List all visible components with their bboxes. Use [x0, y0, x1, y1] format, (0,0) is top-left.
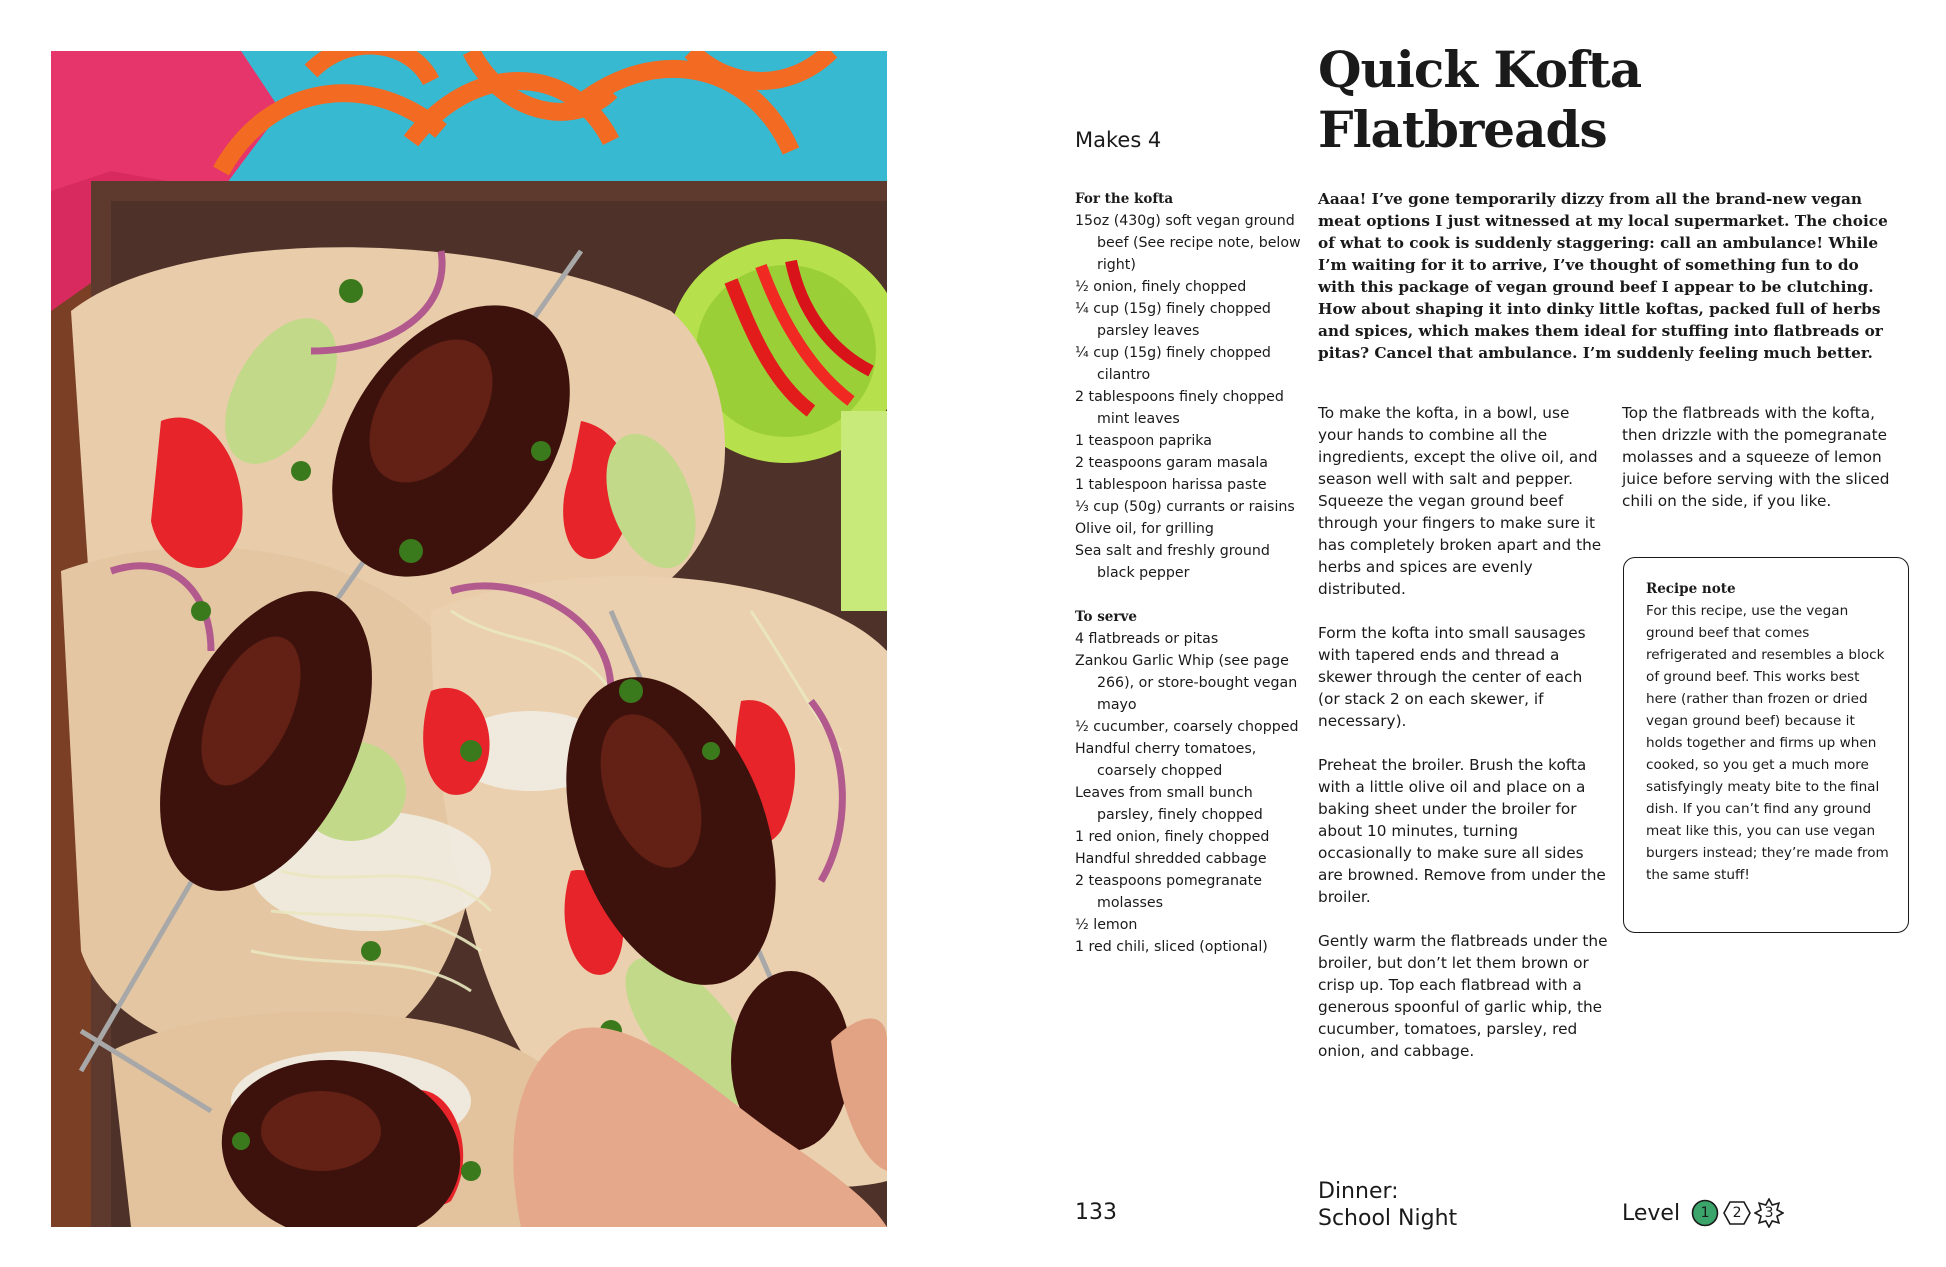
- level-1-circle-icon: [1690, 1198, 1720, 1228]
- difficulty-level: [1622, 1198, 1786, 1228]
- ingredient-item: ½ cucumber, coarsely chopped: [1075, 719, 1299, 735]
- category-line1: Dinner:: [1318, 1179, 1399, 1204]
- ingredient-item: 1 red chili, sliced (optional): [1075, 939, 1268, 955]
- ingredients-list: [1075, 188, 1310, 958]
- method-step: To make the kofta, in a bowl, use your hands to combine all the ingredients, except the olive oil, and season well with salt and pepper. Squeeze the vegan ground beef through your fingers to make sure it has completely broken apart and the herbs and spices are evenly distributed.: [1318, 404, 1602, 598]
- category-line2: School Night: [1318, 1206, 1458, 1231]
- ingredient-item: ½ lemon: [1075, 917, 1138, 933]
- recipe-title-line1: Quick Kofta: [1318, 40, 1642, 99]
- food-photo: [51, 51, 887, 1227]
- ingredient-item: 4 flatbreads or pitas: [1075, 631, 1219, 647]
- ingredient-item: Leaves from small bunch parsley, finely chopped: [1075, 785, 1263, 823]
- recipe-title-line2: Flatbreads: [1318, 100, 1607, 159]
- page-number: 133: [1075, 1200, 1117, 1225]
- ingredient-item: ½ onion, finely chopped: [1075, 279, 1247, 295]
- yield: Makes 4: [1075, 128, 1162, 152]
- ingredient-item: Zankou Garlic Whip (see page 266), or store-bought vegan mayo: [1075, 653, 1298, 713]
- ingredient-item: ¼ cup (15g) finely chopped parsley leaves: [1075, 301, 1271, 339]
- recipe-note-box: [1623, 557, 1909, 933]
- ingredients-heading: For the kofta: [1075, 191, 1174, 207]
- ingredients-kofta: [1075, 188, 1310, 584]
- recipe-title: [1318, 40, 1878, 160]
- ingredient-item: 15oz (430g) soft vegan ground beef (See recipe note, below right): [1075, 213, 1301, 273]
- ingredients-heading: To serve: [1075, 609, 1137, 625]
- level-label: Level: [1622, 1200, 1681, 1226]
- method-step: Preheat the broiler. Brush the kofta with a little olive oil and place on a baking sheet under the broiler for about 10 minutes, turning occasionally to make sure all sides are browned. Remove from under the broiler.: [1318, 756, 1606, 906]
- ingredient-item: 2 tablespoons finely chopped mint leaves: [1075, 389, 1284, 427]
- method-column-2: [1622, 402, 1904, 512]
- level-3-star-icon: [1754, 1198, 1784, 1228]
- ingredient-item: Handful shredded cabbage: [1075, 851, 1267, 867]
- recipe-intro: Aaaa! I’ve gone temporarily dizzy from all the brand-new vegan meat options I just witnessed at my local supermarket. The choice of what to cook is suddenly staggering: call an ambulance! While I’m waiting for it to arrive, I’ve thought of something fun to do with this package of vegan ground beef I appear to be clutching. How about shaping it into dinky little koftas, packed full of herbs and spices, which makes them ideal for stuffing into flatbreads or pitas? Cancel that ambulance. I’m suddenly feeling much better.: [1318, 190, 1888, 362]
- level-2-hexagon-icon: [1722, 1198, 1752, 1228]
- ingredient-item: 1 tablespoon harissa paste: [1075, 477, 1267, 493]
- method-step: Gently warm the flatbreads under the broiler, but don’t let them brown or crisp up. Top each flatbread with a generous spoonful of garlic whip, the cucumber, tomatoes, parsley, red onion, and cabbage.: [1318, 932, 1608, 1060]
- recipe-note-text: For this recipe, use the vegan ground beef that comes refrigerated and resembles a block of ground beef. This works best here (rather than frozen or dried vegan ground beef) because it holds together and firms up when cooked, so you get a much more satisfyingly meaty bite to the final dish. If you can’t find any ground meat like this, you can use vegan burgers instead; they’re made from the same stuff!: [1646, 603, 1889, 883]
- method-column-1: [1318, 402, 1608, 1084]
- ingredient-item: 1 red onion, finely chopped: [1075, 829, 1270, 845]
- level-1-number: 1: [1700, 1205, 1710, 1221]
- ingredient-item: 2 teaspoons garam masala: [1075, 455, 1268, 471]
- ingredient-item: ⅓ cup (50g) currants or raisins: [1075, 499, 1295, 515]
- ingredients-serve: [1075, 606, 1310, 958]
- kofta-flatbread-photo: [51, 51, 887, 1227]
- ingredient-item: Olive oil, for grilling: [1075, 521, 1214, 537]
- method-step: Top the flatbreads with the kofta, then drizzle with the pomegranate molasses and a squeeze of lemon juice before serving with the sliced chili on the side, if you like.: [1622, 404, 1890, 510]
- recipe-category: [1318, 1178, 1457, 1232]
- ingredient-item: ¼ cup (15g) finely chopped cilantro: [1075, 345, 1271, 383]
- ingredient-item: Sea salt and freshly ground black pepper: [1075, 543, 1270, 581]
- level-2-number: 2: [1732, 1205, 1742, 1221]
- ingredient-item: 2 teaspoons pomegranate molasses: [1075, 873, 1262, 911]
- level-3-number: 3: [1764, 1205, 1774, 1221]
- method-step: Form the kofta into small sausages with tapered ends and thread a skewer through the center of each (or stack 2 on each skewer, if necessary).: [1318, 624, 1586, 730]
- recipe-note-heading: Recipe note: [1646, 581, 1736, 597]
- ingredient-item: 1 teaspoon paprika: [1075, 433, 1212, 449]
- ingredient-item: Handful cherry tomatoes, coarsely chopped: [1075, 741, 1257, 779]
